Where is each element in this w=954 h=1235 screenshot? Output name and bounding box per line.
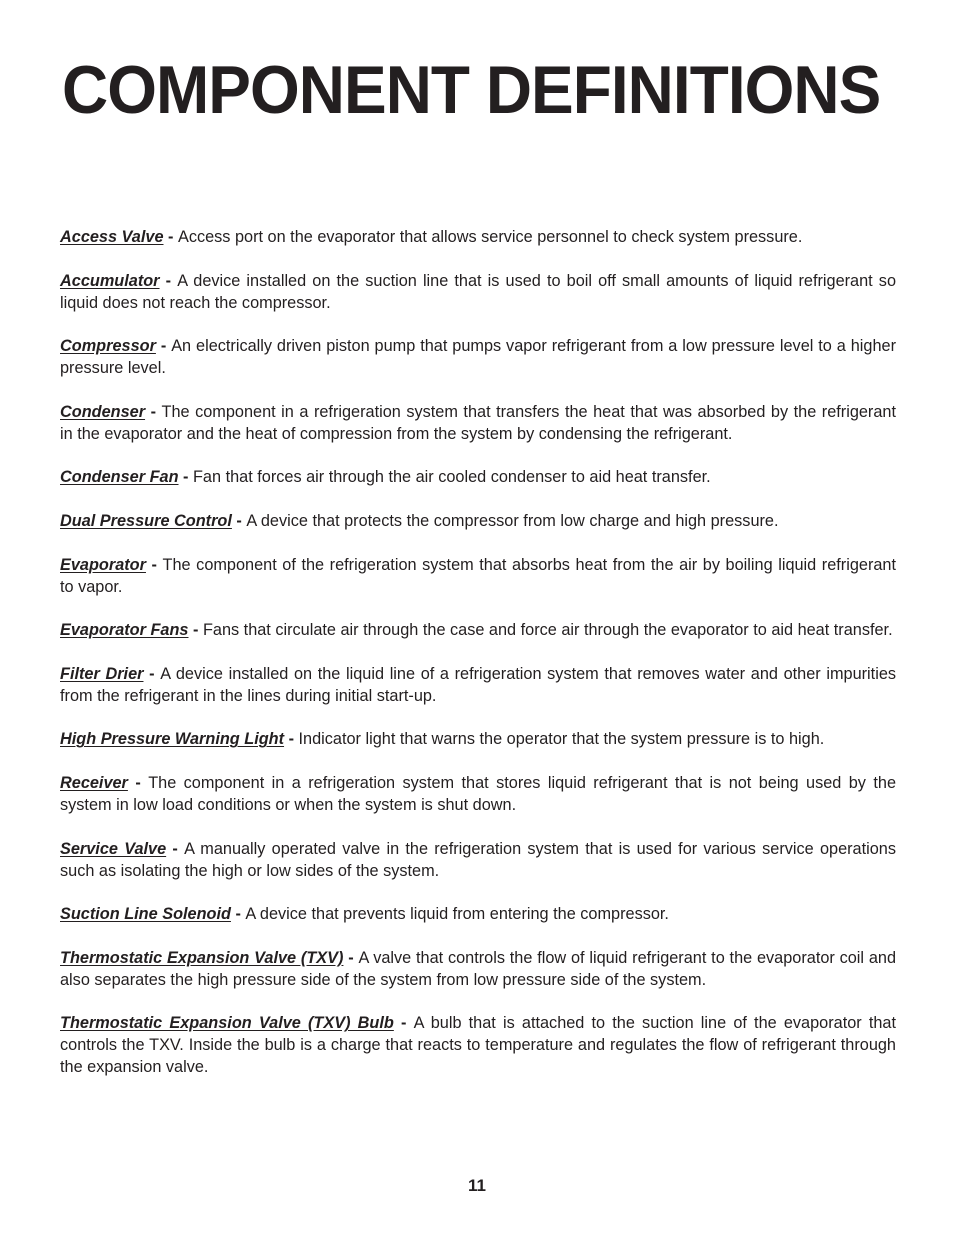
definition-separator: - (231, 511, 247, 530)
definition-separator: - (393, 1014, 414, 1033)
definition-receiver (60, 772, 896, 816)
definition-text: A valve that controls the flow of liquid refrigerant to the evaporator coil and also separates the high pressure side of the system from low pressure side of the system. (60, 948, 897, 989)
page-title: COMPONENT DEFINITIONS (62, 52, 881, 128)
definition-text: Fan that forces air through the air cooled condenser to aid heat transfer. (192, 468, 711, 487)
definition-high-pressure-warning-light (60, 728, 896, 750)
definition-term: Thermostatic Expansion Valve (TXV) Bulb (60, 1014, 394, 1033)
definition-dual-pressure-control (60, 510, 896, 532)
page-number: 11 (468, 1176, 486, 1195)
definition-term: Accumulator (60, 271, 160, 290)
definition-separator: - (284, 730, 299, 749)
definition-evaporator (60, 554, 896, 598)
definition-text: A device installed on the suction line that is used to boil off small amounts of liquid refrigerant so liquid does not reach the compressor. (60, 271, 896, 312)
definition-text: Indicator light that warns the operator that the system pressure is to high. (298, 730, 825, 749)
definition-separator: - (188, 621, 203, 640)
definition-text: The component of the refrigeration system that absorbs heat from the air by boiling liquid refrigerant to vapor. (60, 555, 897, 596)
definition-separator: - (159, 271, 178, 290)
definition-term: Evaporator (60, 555, 146, 574)
definition-term: Access Valve (60, 228, 164, 246)
definitions-list (60, 226, 896, 1100)
definition-separator: - (143, 664, 161, 683)
definition-separator: - (230, 905, 246, 924)
definition-term: Receiver (60, 773, 128, 792)
definition-term: Suction Line Solenoid (60, 905, 231, 924)
definition-term: Filter Drier (60, 664, 144, 683)
definition-txv (60, 947, 896, 991)
definition-evaporator-fans (60, 619, 896, 641)
definition-separator: - (178, 468, 193, 487)
definition-term: Evaporator Fans (60, 621, 189, 640)
definition-text: Access port on the evaporator that allows service personnel to check system pressure. (177, 228, 803, 246)
definition-text: A device that prevents liquid from entering the compressor. (245, 905, 669, 924)
definition-separator: - (155, 337, 172, 356)
definition-service-valve (60, 838, 896, 882)
definition-term: Condenser (60, 402, 146, 421)
definition-condenser (60, 401, 896, 445)
definition-separator: - (163, 228, 178, 246)
definition-accumulator (60, 270, 896, 314)
definition-term: High Pressure Warning Light (60, 730, 285, 749)
definition-filter-drier (60, 663, 896, 707)
definition-txv-bulb (60, 1012, 896, 1078)
definition-term: Compressor (60, 337, 156, 356)
definition-term: Condenser Fan (60, 468, 179, 487)
definition-separator: - (145, 402, 162, 421)
definition-separator: - (145, 555, 163, 574)
definition-text: A device installed on the liquid line of a refrigeration system that removes water and other impurities from the refrigerant in the lines during initial start-up. (60, 664, 897, 705)
definition-suction-line-solenoid (60, 903, 896, 925)
definition-term: Thermostatic Expansion Valve (TXV) (60, 948, 344, 967)
definition-text: The component in a refrigeration system that transfers the heat that was absorbed by the refrigerant in the evaporator and the heat of compression from the system by condensing the refrigerant. (60, 402, 896, 443)
definition-separator: - (343, 948, 359, 967)
definition-text: A device that protects the compressor from low charge and high pressure. (246, 511, 779, 530)
definition-term: Service Valve (60, 839, 167, 858)
definition-term: Dual Pressure Control (60, 511, 232, 530)
definition-condenser-fan (60, 466, 896, 488)
definition-separator: - (127, 773, 149, 792)
definition-text: An electrically driven piston pump that pumps vapor refrigerant from a low pressure level to a higher pressure level. (60, 337, 897, 378)
definition-access-valve (60, 226, 896, 248)
definition-compressor (60, 335, 896, 379)
definition-text: Fans that circulate air through the case and force air through the evaporator to aid heat transfer. (202, 621, 893, 640)
definition-text: The component in a refrigeration system that stores liquid refrigerant that is not being used by the system in low load conditions or when the system is shut down. (60, 773, 896, 814)
definition-text: A bulb that is attached to the suction line of the evaporator that controls the TXV. Inside the bulb is a charge that reacts to temperature and regulates the flow of refrigerant through the expansion valve. (60, 1014, 897, 1077)
definition-separator: - (166, 839, 185, 858)
definition-text: A manually operated valve in the refrigeration system that is used for various service operations such as isolating the high or low sides of the system. (60, 839, 897, 880)
